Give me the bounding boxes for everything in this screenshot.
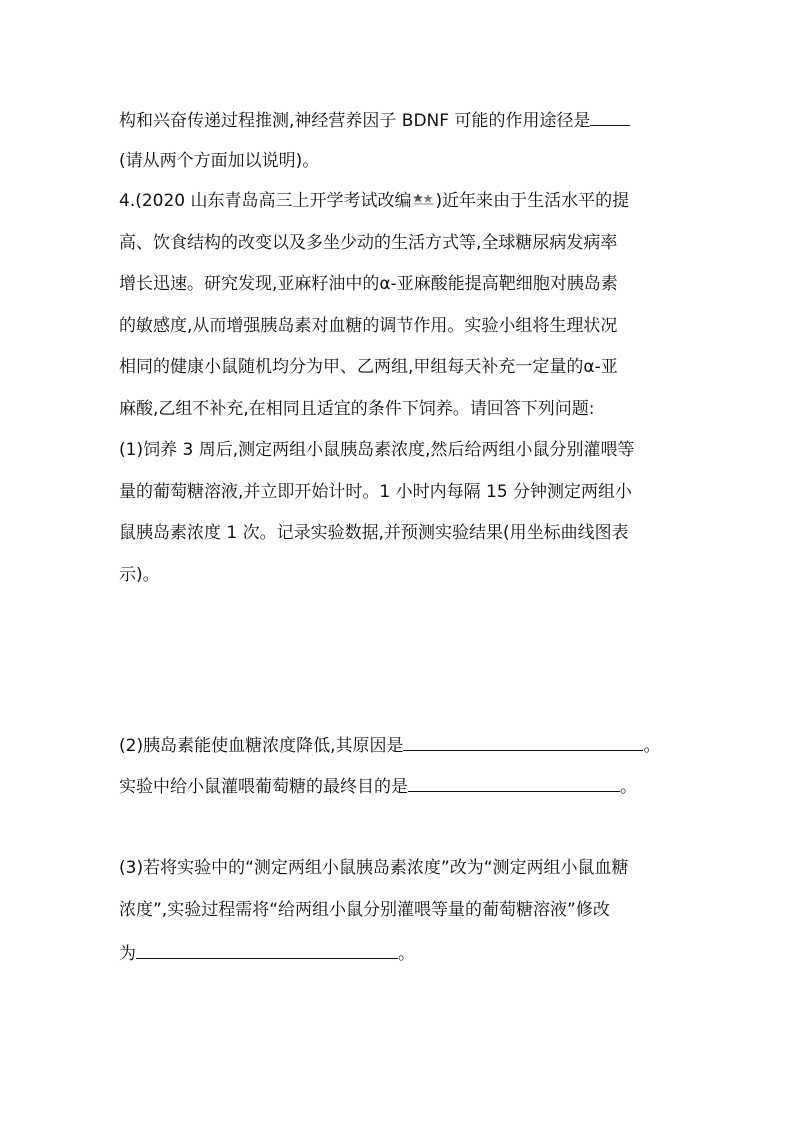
q4-part3-blank[interactable] bbox=[136, 940, 398, 959]
difficulty-star-icon bbox=[413, 189, 435, 213]
q3-line-2: (请从两个方面加以说明)。 bbox=[119, 151, 320, 171]
q4-part2-blank-2[interactable] bbox=[408, 773, 620, 792]
q4-part3-line-1: (3)若将实验中的“测定两组小鼠胰岛素浓度”改为“测定两组小鼠血糖 bbox=[119, 858, 629, 878]
q4-stem-line: 的敏感度,从而增强胰岛素对血糖的调节作用。实验小组将生理状况 bbox=[119, 316, 618, 336]
q4-part2-text-2: 实验中给小鼠灌喂葡萄糖的最终目的是 bbox=[119, 777, 408, 797]
q4-part2-end-1: 。 bbox=[643, 736, 661, 756]
q4-part3-line-3 bbox=[119, 940, 415, 966]
q3-line-1 bbox=[119, 107, 630, 133]
q4-part2-line-1 bbox=[119, 732, 660, 758]
q4-intro-prefix: 4.(2020 山东青岛高三上开学考试改编 bbox=[119, 191, 412, 211]
q4-intro bbox=[119, 189, 629, 213]
q4-stem-line: 麻酸,乙组不补充,在相同且适宜的条件下饲养。请回答下列问题: bbox=[119, 399, 595, 419]
q3-line-1-text: 构和兴奋传递过程推测,神经营养因子 BDNF 可能的作用途径是 bbox=[119, 111, 591, 131]
q4-intro-suffix: )近年来由于生活水平的提 bbox=[435, 191, 630, 211]
q3-answer-blank[interactable] bbox=[590, 107, 630, 126]
q4-stem-line: 高、饮食结构的改变以及多坐少动的生活方式等,全球糖尿病发病率 bbox=[119, 233, 618, 253]
q4-part1-line: 量的葡萄糖溶液,并立即开始计时。1 小时内每隔 15 分钟测定两组小 bbox=[119, 482, 633, 502]
q4-part3-end: 。 bbox=[398, 944, 415, 964]
q4-part1-line: 示)。 bbox=[119, 565, 160, 585]
q4-part2-blank-1[interactable] bbox=[403, 732, 643, 751]
q4-part2-text-1: (2)胰岛素能使血糖浓度降低,其原因是 bbox=[119, 736, 404, 756]
q4-part2-line-2 bbox=[119, 773, 637, 799]
q4-part1-line: 鼠胰岛素浓度 1 次。记录实验数据,并预测实验结果(用坐标曲线图表 bbox=[119, 523, 629, 543]
q4-part1-line: (1)饲养 3 周后,测定两组小鼠胰岛素浓度,然后给两组小鼠分别灌喂等 bbox=[119, 440, 635, 460]
q4-part3-text-3: 为 bbox=[119, 944, 136, 964]
q4-part3-line-2: 浓度”,实验过程需将“给两组小鼠分别灌喂等量的葡萄糖溶液”修改 bbox=[119, 900, 610, 920]
q4-stem-line: 相同的健康小鼠随机均分为甲、乙两组,甲组每天补充一定量的α-亚 bbox=[119, 357, 618, 377]
q4-part2-end-2: 。 bbox=[620, 777, 637, 797]
q4-stem-line: 增长迅速。研究发现,亚麻籽油中的α-亚麻酸能提高靶细胞对胰岛素 bbox=[119, 274, 618, 294]
